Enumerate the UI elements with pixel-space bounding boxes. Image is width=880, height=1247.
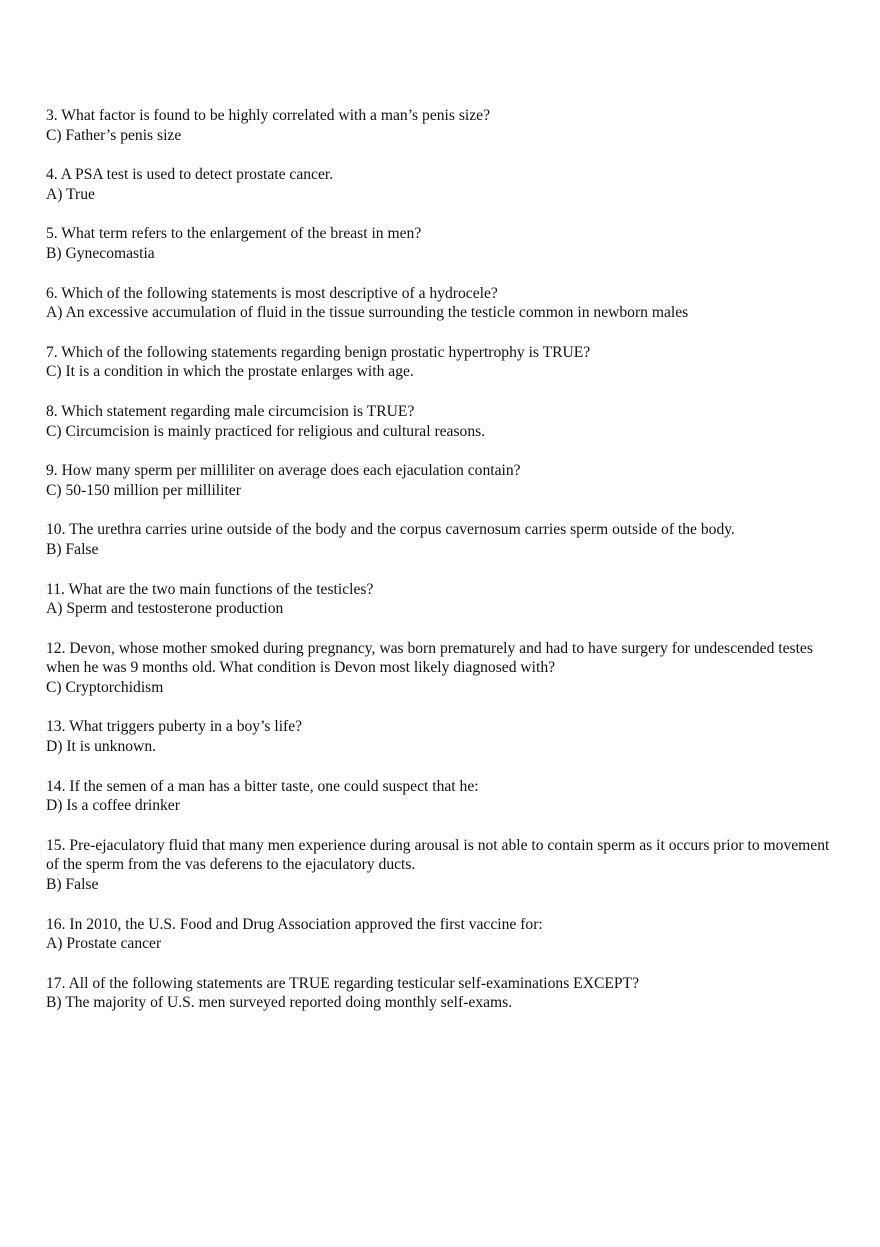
qa-item — [46, 343, 836, 382]
answer-text: A) Prostate cancer — [46, 935, 162, 953]
qa-item — [46, 777, 836, 816]
question-text: 5. What term refers to the enlargement of the breast in men? — [46, 225, 422, 243]
qa-item — [46, 639, 836, 698]
question-text: 17. All of the following statements are TRUE regarding testicular self-examinations EXCEPT? — [46, 974, 639, 992]
question-text: 3. What factor is found to be highly correlated with a man’s penis size? — [46, 107, 491, 124]
answer-text: B) The majority of U.S. men surveyed reported doing monthly self-exams. — [46, 994, 513, 1012]
question-text: 16. In 2010, the U.S. Food and Drug Association approved the first vaccine for: — [46, 915, 543, 933]
question-text: 9. How many sperm per milliliter on average does each ejaculation contain? — [46, 462, 521, 480]
question-text: 13. What triggers puberty in a boy’s life? — [46, 718, 303, 736]
answer-text: A) Sperm and testosterone production — [46, 600, 284, 618]
answer-text: A) True — [46, 185, 95, 203]
qa-item — [46, 224, 836, 263]
qa-item — [46, 580, 836, 619]
question-text: 8. Which statement regarding male circumcision is TRUE? — [46, 402, 415, 420]
answer-text: C) It is a condition in which the prostate enlarges with age. — [46, 363, 414, 381]
qa-item — [46, 836, 836, 895]
answer-text: A) An excessive accumulation of fluid in the tissue surrounding the testicle common in newborn males — [46, 304, 689, 322]
question-text: 11. What are the two main functions of the testicles? — [46, 580, 374, 598]
question-text: 12. Devon, whose mother smoked during pregnancy, was born prematurely and had to have surgery for undescended testes when he was 9 months old. What condition is Devon most likely diagnosed with? — [46, 639, 813, 677]
answer-text: C) Father’s penis size — [46, 126, 182, 144]
question-text: 14. If the semen of a man has a bitter taste, one could suspect that he: — [46, 777, 479, 795]
answer-text: C) 50-150 million per milliliter — [46, 481, 241, 499]
question-text: 7. Which of the following statements regarding benign prostatic hypertrophy is TRUE? — [46, 343, 591, 361]
qa-item — [46, 974, 836, 1013]
question-text: 15. Pre-ejaculatory fluid that many men experience during arousal is not able to contain sperm as it occurs prior to movement of the sperm from the vas deferens to the ejaculatory ducts. — [46, 836, 830, 874]
qa-item — [46, 165, 836, 204]
qa-item — [46, 106, 836, 145]
answer-text: C) Circumcision is mainly practiced for religious and cultural reasons. — [46, 422, 486, 440]
qa-item — [46, 284, 836, 323]
question-text: 4. A PSA test is used to detect prostate cancer. — [46, 166, 334, 184]
qa-item — [46, 461, 836, 500]
qa-item — [46, 520, 836, 559]
question-answer-list — [46, 106, 836, 1033]
answer-text: B) Gynecomastia — [46, 244, 155, 262]
question-text: 6. Which of the following statements is most descriptive of a hydrocele? — [46, 284, 498, 302]
answer-text: B) False — [46, 540, 99, 558]
question-text: 10. The urethra carries urine outside of the body and the corpus cavernosum carries sperm outside of the body. — [46, 521, 735, 539]
qa-item — [46, 915, 836, 954]
qa-item — [46, 402, 836, 441]
qa-item — [46, 717, 836, 756]
answer-text: D) It is unknown. — [46, 738, 157, 756]
answer-text: D) Is a coffee drinker — [46, 797, 180, 815]
answer-text: B) False — [46, 876, 99, 894]
answer-text: C) Cryptorchidism — [46, 678, 164, 696]
